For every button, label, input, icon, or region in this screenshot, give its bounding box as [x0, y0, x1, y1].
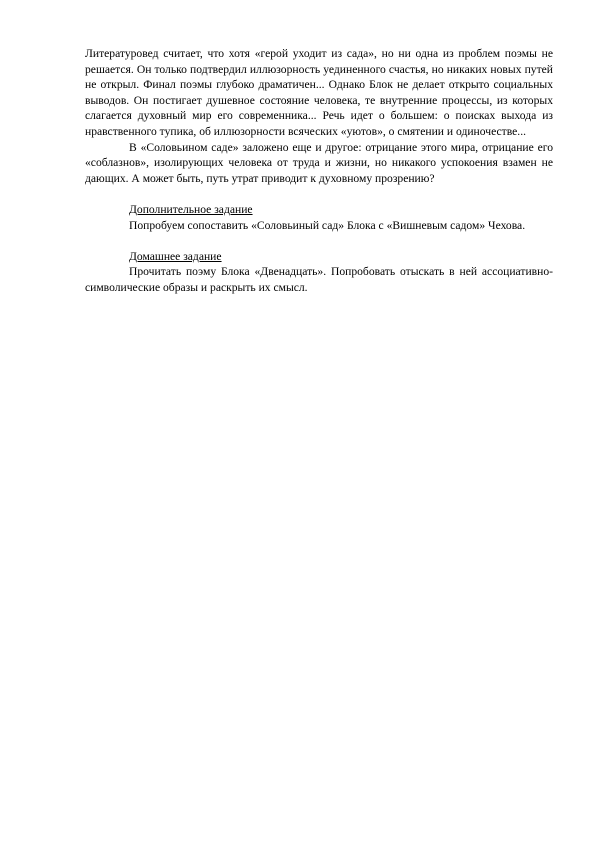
paragraph-literary-critic: Литературовед считает, что хотя «герой уходит из сада», но ни одна из проблем поэмы не решается. Он только подтвердил иллюзорность уединенного счастья, но никаких новых путей не открыл. Финал поэмы глубоко драматичен... Однако Блок не делает открыто социальных выводов. Он постигает душевное состояние человека, те внутренние процессы, из которых слагается духовный мир его современника... Речь идет о большем: о поисках выхода из нравственного тупика, об иллюзорности всяческих «уютов», о смятении и одиночестве... — [85, 47, 553, 138]
document-page — [85, 46, 553, 296]
paragraph-nightingale-garden: В «Соловьином саде» заложено еще и другое: отрицание этого мира, отрицание его «соблазнов», изолирующих человека от труда и жизни, но никакого успокоения взамен не дающих. А может быть, путь утрат приводит к духовному прозрению? — [85, 140, 553, 185]
spacer — [85, 186, 553, 202]
additional-task-heading: Дополнительное задание — [129, 202, 253, 216]
spacer — [85, 233, 553, 249]
homework-text: Прочитать поэму Блока «Двенадцать». Попробовать отыскать в ней ассоциативно-символические образы и раскрыть их смысл. — [85, 265, 553, 294]
additional-task-text: Попробуем сопоставить «Соловьиный сад» Блока с «Вишневым садом» Чехова. — [129, 218, 526, 232]
homework-heading: Домашнее задание — [129, 249, 222, 263]
